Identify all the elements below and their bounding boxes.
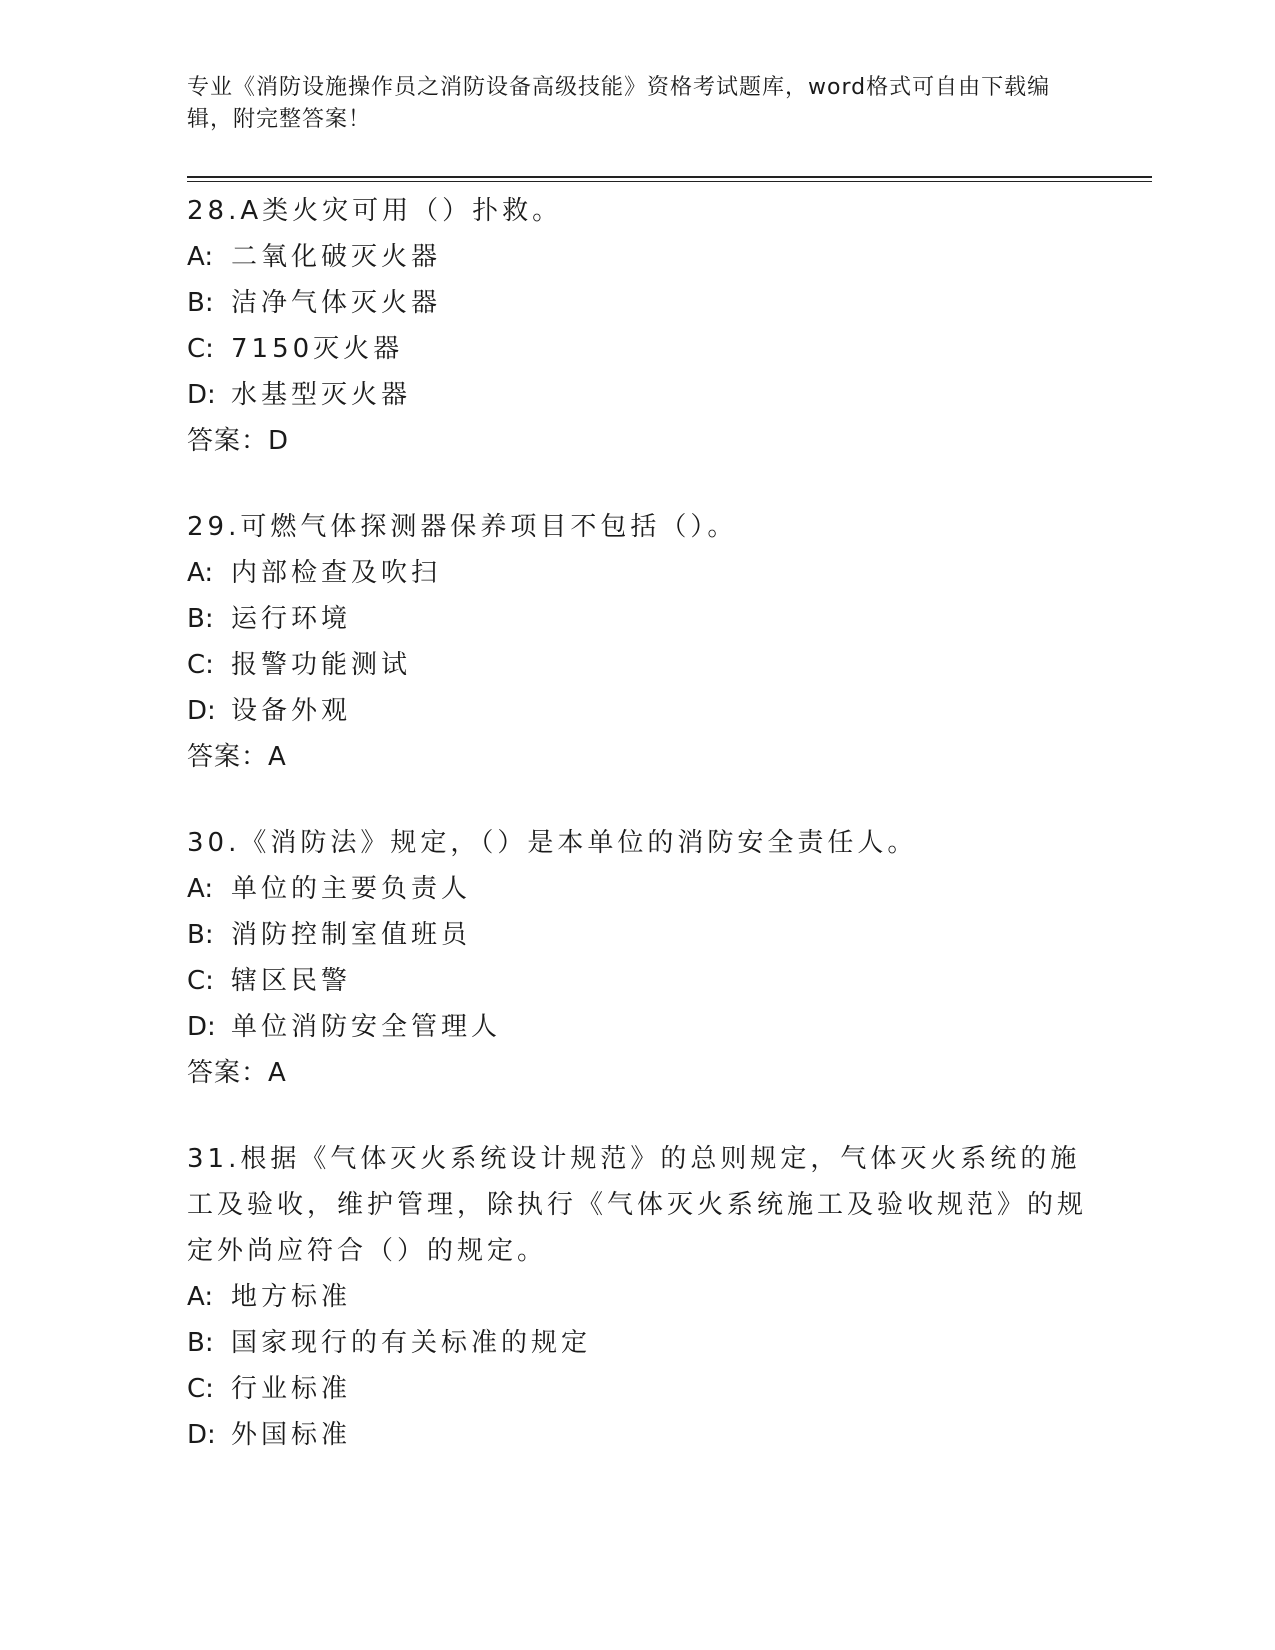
option-a <box>187 234 1087 280</box>
option-c <box>187 958 1087 1004</box>
option-letter: A: <box>187 1282 214 1312</box>
option-text: 洁净气体灭火器 <box>231 288 442 318</box>
document-header: 专业《消防设施操作员之消防设备高级技能》资格考试题库，word格式可自由下载编辑，附完整答案！ <box>187 75 1051 132</box>
option-d <box>187 688 1087 734</box>
option-text: 设备外观 <box>231 696 352 726</box>
option-letter: D: <box>187 1420 216 1450</box>
option-text: 水基型灭火器 <box>231 380 412 410</box>
question-28 <box>187 188 1087 464</box>
question-29 <box>187 504 1087 780</box>
option-letter: C: <box>187 650 214 680</box>
option-letter: C: <box>187 1374 214 1404</box>
question-stem: 30.《消防法》规定，（）是本单位的消防安全责任人。 <box>187 828 918 858</box>
answer-line: 答案：A <box>187 1058 287 1088</box>
option-letter: B: <box>187 288 214 318</box>
option-letter: B: <box>187 920 214 950</box>
option-letter: A: <box>187 558 214 588</box>
question-stem: 31.根据《气体灭火系统设计规范》的总则规定，气体灭火系统的施工及验收，维护管理，除执行《气体灭火系统施工及验收规范》的规定外尚应符合（）的规定。 <box>187 1144 1088 1266</box>
option-b <box>187 280 1087 326</box>
option-letter: D: <box>187 696 216 726</box>
option-text: 外国标准 <box>231 1420 352 1450</box>
option-text: 辖区民警 <box>231 966 352 996</box>
option-a <box>187 866 1087 912</box>
option-text: 单位的主要负责人 <box>231 874 472 904</box>
option-text: 二氧化破灭火器 <box>231 242 442 272</box>
question-stem: 28.A类火灾可用（）扑救。 <box>187 196 563 226</box>
option-a <box>187 550 1087 596</box>
option-text: 7150灭火器 <box>231 334 404 364</box>
option-letter: D: <box>187 1012 216 1042</box>
question-30 <box>187 820 1087 1096</box>
option-text: 地方标准 <box>231 1282 352 1312</box>
option-letter: C: <box>187 966 214 996</box>
option-text: 运行环境 <box>231 604 352 634</box>
option-letter: D: <box>187 380 216 410</box>
option-c <box>187 642 1087 688</box>
option-b <box>187 596 1087 642</box>
option-text: 行业标准 <box>231 1374 352 1404</box>
option-text: 报警功能测试 <box>231 650 412 680</box>
option-d <box>187 1412 1087 1458</box>
option-c <box>187 326 1087 372</box>
option-letter: B: <box>187 604 214 634</box>
question-31 <box>187 1136 1087 1458</box>
option-text: 国家现行的有关标准的规定 <box>231 1328 592 1358</box>
option-letter: C: <box>187 334 214 364</box>
option-a <box>187 1274 1087 1320</box>
answer-line: 答案：A <box>187 742 287 772</box>
option-d <box>187 1004 1087 1050</box>
option-text: 单位消防安全管理人 <box>231 1012 502 1042</box>
question-stem: 29.可燃气体探测器保养项目不包括（）。 <box>187 512 738 542</box>
answer-line: 答案：D <box>187 426 290 456</box>
option-b <box>187 912 1087 958</box>
option-text: 消防控制室值班员 <box>231 920 472 950</box>
header-divider <box>187 176 1152 182</box>
option-letter: A: <box>187 242 214 272</box>
question-list <box>187 188 1087 1458</box>
option-letter: A: <box>187 874 214 904</box>
option-letter: B: <box>187 1328 214 1358</box>
option-d <box>187 372 1087 418</box>
option-text: 内部检查及吹扫 <box>231 558 442 588</box>
option-c <box>187 1366 1087 1412</box>
option-b <box>187 1320 1087 1366</box>
